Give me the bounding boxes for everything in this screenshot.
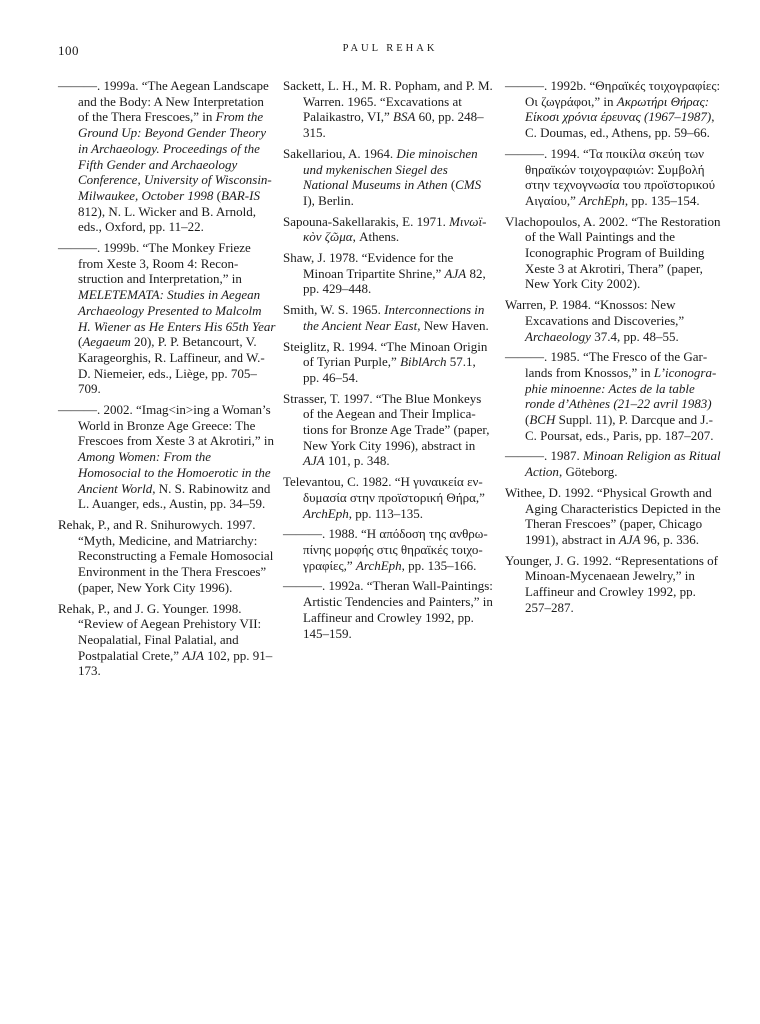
italic-text: AJA	[303, 453, 325, 469]
bibliography-entry	[58, 78, 276, 235]
entry-text: Withee, D. 1992. “Physical Growth and Aging Characteristics Depicted in the Theran Frescoes” (paper, Chicago 1991), abstract in	[505, 484, 721, 547]
entry-text: ———. 1988. “Η απόδοση της ανθρωπίνης μορφής στις θηραϊκές τοιχογραφίες,”	[283, 526, 488, 573]
bibliography-entry	[505, 448, 721, 479]
entry-text: I), Berlin.	[303, 192, 354, 208]
entry-text: 37.4, pp. 48–55.	[590, 328, 679, 344]
entry-text: , pp. 135–154.	[624, 192, 700, 208]
entry-text: Warren, P. 1984. “Knossos: New Excavations and Discoveries,”	[505, 297, 685, 328]
italic-text: Among Women: From the Homosocial to the Homoerotic in the Ancient World	[78, 449, 271, 496]
entry-text: , pp. 113–135.	[348, 505, 424, 521]
entry-text: 96, p. 336.	[640, 531, 700, 547]
entry-text: (	[447, 177, 456, 193]
entry-text: ———. 1992b. “Θηραϊκές τοιχογραφίες: Οι ζωγράφοι,” in	[505, 78, 721, 109]
bibliography-entry	[58, 402, 276, 512]
bibliography-entry	[283, 391, 495, 470]
italic-text: AJA	[182, 647, 204, 663]
italic-text: Interconnections in the Ancient Near East	[303, 302, 485, 333]
italic-text: Μινωϊκὸν ζῶμα	[303, 213, 487, 245]
entry-text: 60, pp. 248–315.	[303, 109, 484, 141]
bibliography-entry	[283, 250, 495, 297]
italic-text: ArchEph	[579, 192, 625, 208]
entry-text: Rehak, P., and J. G. Younger. 1998. “Review of Aegean Prehistory VII: Neopalatial, Final Palatial, and Postpalatial Crete,”	[58, 600, 262, 663]
bibliography-entry	[505, 485, 721, 548]
entry-text: , Athens.	[352, 229, 400, 245]
entry-text: 82, pp. 429–448.	[303, 265, 486, 297]
entry-text: Younger, J. G. 1992. “Representations of Minoan-Mycenaean Jewelry,” in Laffineur and Crowley 1992, pp. 257–287.	[505, 552, 718, 615]
entry-text: Steiglitz, R. 1994. “The Minoan Origin of Tyrian Purple,”	[283, 338, 488, 370]
italic-text: CMS	[455, 177, 482, 193]
bibliography-entry	[505, 146, 721, 209]
bibliography-column-1	[58, 78, 276, 684]
entry-text: , N. S. Rabinowitz and L. Auanger, eds., Austin, pp. 34–59.	[78, 480, 271, 512]
italic-text: ArchEph	[303, 505, 349, 521]
bibliography-entry	[505, 553, 721, 616]
entry-text: 57.1, pp. 46–54.	[303, 354, 476, 385]
bibliography-entry	[58, 601, 276, 680]
entry-text: Televantou, C. 1982. “Η γυναικεία ενδυμασία στην προϊστορική Θήρα,”	[283, 474, 485, 505]
entry-text: Strasser, T. 1997. “The Blue Monkeys of the Aegean and Their Implications for Bronze Age Trade” (paper, New York City 1996), abstract in	[283, 390, 490, 453]
bibliography-entry	[505, 214, 721, 293]
entry-text: 102, pp. 91–173.	[78, 647, 273, 679]
entry-text: (	[213, 187, 221, 203]
bibliography-column-3	[505, 78, 721, 621]
entry-text: ———. 1999a. “The Aegean Landscape and the Body: A New Interpretation of the Thera Frescoes,” in	[58, 78, 269, 125]
italic-text: Ακρωτήρι Θήρας: Είκοσι χρόνια έρευνας (1967–1987)	[525, 93, 712, 125]
page-number: 100	[58, 43, 79, 58]
entry-text: ———. 2002. “Imag<in>ing a Woman’s World in Bronze Age Greece: The Frescoes from Xeste 3 at Akrotiri,” in	[58, 402, 275, 449]
bibliography-entry	[283, 146, 495, 209]
bibliography-entry	[58, 240, 276, 397]
running-head: PAUL REHAK	[342, 43, 438, 54]
entry-text: Vlachopoulos, A. 2002. “The Restoration of the Wall Paintings and the Iconographic Program of Building Xeste 3 at Akrotiri, Thera” (paper, New York City 2002).	[505, 213, 721, 292]
italic-text: Minoan Religion as Ritual Action	[525, 448, 721, 480]
italic-text: MELETEMATA: Studies in Aegean Archaeology Presented to Malcolm H. Wiener as He Enters His 65th Year	[78, 287, 276, 334]
bibliography-entry	[283, 578, 495, 641]
italic-text: BSA	[393, 109, 416, 125]
bibliography-entry	[58, 517, 276, 596]
entry-text: (	[78, 334, 83, 350]
entry-text: ———. 1999b. “The Monkey Frieze from Xeste 3, Room 4: Reconstruction and Interpretation,” in	[58, 240, 251, 287]
entry-text: Smith, W. S. 1965.	[283, 302, 385, 318]
bibliography-entry	[283, 78, 495, 141]
italic-text: Die minoischen und mykenischen Siegel des National Museums in Athen	[303, 145, 478, 193]
italic-text: BCH	[529, 412, 556, 428]
bibliography-entry	[283, 526, 495, 573]
entry-text: , pp. 135–166.	[401, 557, 477, 573]
bibliography-entry	[283, 339, 495, 386]
entry-text: 20), P. P. Betancourt, V. Karageorghis, R. Laffineur, and W.-D. Niemeier, eds., Liège, pp. 705–709.	[78, 334, 265, 397]
italic-text: ArchEph	[355, 557, 402, 573]
italic-text: BiblArch	[400, 354, 447, 370]
bibliography-column-2	[283, 78, 495, 646]
italic-text: L’iconographie minoenne: Actes de la table ronde d’Athènes (21–22 avril 1983)	[525, 364, 717, 412]
entry-text: 101, p. 348.	[324, 453, 390, 469]
italic-text: AJA	[618, 531, 641, 547]
italic-text: Archaeology	[525, 328, 591, 344]
bibliography-entry	[283, 474, 495, 521]
entry-text: (	[525, 412, 530, 428]
italic-text: From the Ground Up: Beyond Gender Theory in Archaeology. Proceedings of the Fifth Gender and Archaeology Conference, University of Wisconsin-Milwaukee, October 1998	[78, 109, 272, 203]
bibliography-entry	[505, 78, 721, 141]
bibliography-entry	[283, 302, 495, 333]
entry-text: ———. 1992a. “Theran Wall-Paintings: Artistic Tendencies and Painters,” in Laffineur and Crowley 1992, pp. 145–159.	[283, 578, 493, 641]
entry-text: Sackett, L. H., M. R. Popham, and P. M. Warren. 1965. “Excavations at Palaikastro, VI,”	[283, 78, 493, 125]
entry-text: Sapouna-Sakellarakis, E. 1971.	[283, 213, 450, 229]
entry-text: ———. 1994. “Τα ποικίλα σκεύη των θηραϊκών τοιχογραφιών: Συμβολή στην τεχνογνωσία του προϊστορικού Αιγαίου,”	[505, 145, 716, 208]
bibliography-entry	[505, 349, 721, 443]
bibliography-entry	[283, 214, 495, 245]
italic-text: BAR-IS	[220, 187, 260, 203]
entry-text: Suppl. 11), P. Darcque and J.-C. Poursat, eds., Paris, pp. 187–207.	[525, 412, 714, 443]
entry-text: , Göteborg.	[558, 464, 618, 480]
entry-text: , C. Doumas, ed., Athens, pp. 59–66.	[525, 109, 715, 141]
entry-text: , New Haven.	[417, 317, 489, 333]
italic-text: Aegaeum	[82, 334, 131, 350]
bibliography-entry	[505, 297, 721, 344]
entry-text: 812), N. L. Wicker and B. Arnold, eds., Oxford, pp. 11–22.	[78, 203, 256, 235]
entry-text: Sakellariou, A. 1964.	[283, 145, 397, 161]
entry-text: ———. 1985. “The Fresco of the Garlands from Knossos,” in	[505, 349, 708, 380]
entry-text: Shaw, J. 1978. “Evidence for the Minoan Tripartite Shrine,”	[283, 250, 454, 281]
entry-text: Rehak, P., and R. Snihurowych. 1997. “Myth, Medicine, and Matriarchy: Reconstructing a Female Homosocial Environment in the Thera Frescoes” (paper, New York City 1996).	[58, 516, 274, 595]
italic-text: AJA	[444, 265, 467, 281]
entry-text: ———. 1987.	[505, 448, 583, 464]
